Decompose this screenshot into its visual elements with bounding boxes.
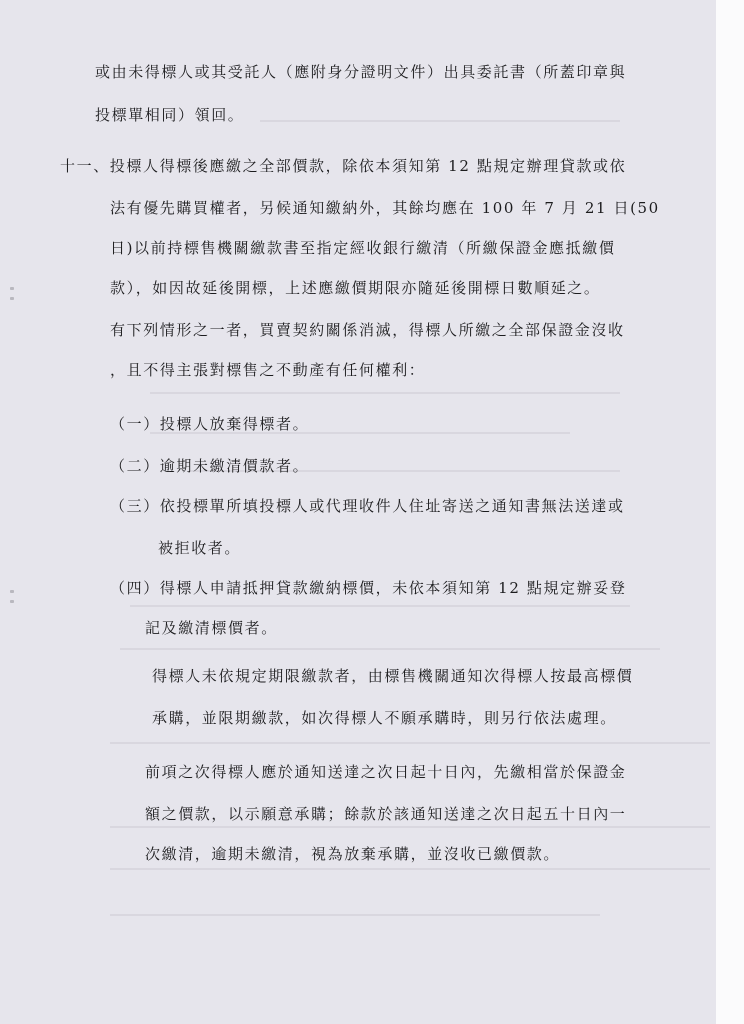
text-line: 次繳清，逾期未繳清，視為放棄承購，並沒收已繳價款。 (145, 845, 561, 863)
text-line: 有下列情形之一者，買賣契約關係消滅，得標人所繳之全部保證金沒收 (110, 321, 625, 339)
text-line: 得標人未依規定期限繳款者，由標售機關通知次得標人按最高標價 (152, 667, 634, 685)
bleed-through-mark (110, 742, 710, 744)
text-line: 日)以前持標售機關繳款書至指定經收銀行繳清（所繳保證金應抵繳價 (110, 239, 616, 257)
bleed-through-mark (150, 392, 620, 394)
list-item: （四）得標人申請抵押貸款繳納標價，未依本須知第 12 點規定辦妥登 (110, 579, 627, 597)
bleed-through-mark (110, 868, 710, 870)
bleed-through-mark (260, 120, 620, 122)
text-line: 款），如因故延後開標，上述應繳價期限亦隨延後開標日數順延之。 (110, 279, 601, 297)
text-line: 前項之次得標人應於通知送達之次日起十日內，先繳相當於保證金 (145, 763, 627, 781)
text-line: 法有優先購買權者，另候通知繳納外，其餘均應在 100 年 7 月 21 日(50 (110, 199, 660, 217)
text-line: 額之價款，以示願意承購；餘款於該通知送達之次日起五十日內一 (145, 805, 627, 823)
list-item: （三）依投標單所填投標人或代理收件人住址寄送之通知書無法送達或 (110, 497, 625, 515)
punch-hole-mark (10, 590, 14, 593)
text-line: 投標單相同）領回。 (95, 106, 245, 124)
text-line: 或由未得標人或其受託人（應附身分證明文件）出具委託書（所蓋印章與 (95, 63, 627, 81)
text-line: 承購，並限期繳款，如次得標人不願承購時，則另行依法處理。 (152, 709, 617, 727)
punch-hole-mark (10, 287, 14, 290)
list-item: （二）逾期未繳清價款者。 (110, 457, 310, 475)
punch-hole-mark (10, 297, 14, 300)
bleed-through-mark (110, 826, 710, 828)
section-heading-line: 十一、投標人得標後應繳之全部價款，除依本須知第 12 點規定辦理貸款或依 (60, 157, 627, 175)
list-item: （一）投標人放棄得標者。 (110, 415, 310, 433)
text-line: ，且不得主張對標售之不動產有任何權利： (110, 361, 426, 379)
bleed-through-mark (120, 648, 660, 650)
bleed-through-mark (110, 914, 600, 916)
scan-margin (716, 0, 744, 1024)
list-item-continuation: 被拒收者。 (158, 539, 242, 557)
punch-hole-mark (10, 600, 14, 603)
bleed-through-mark (130, 605, 630, 607)
list-item-continuation: 記及繳清標價者。 (145, 619, 278, 637)
